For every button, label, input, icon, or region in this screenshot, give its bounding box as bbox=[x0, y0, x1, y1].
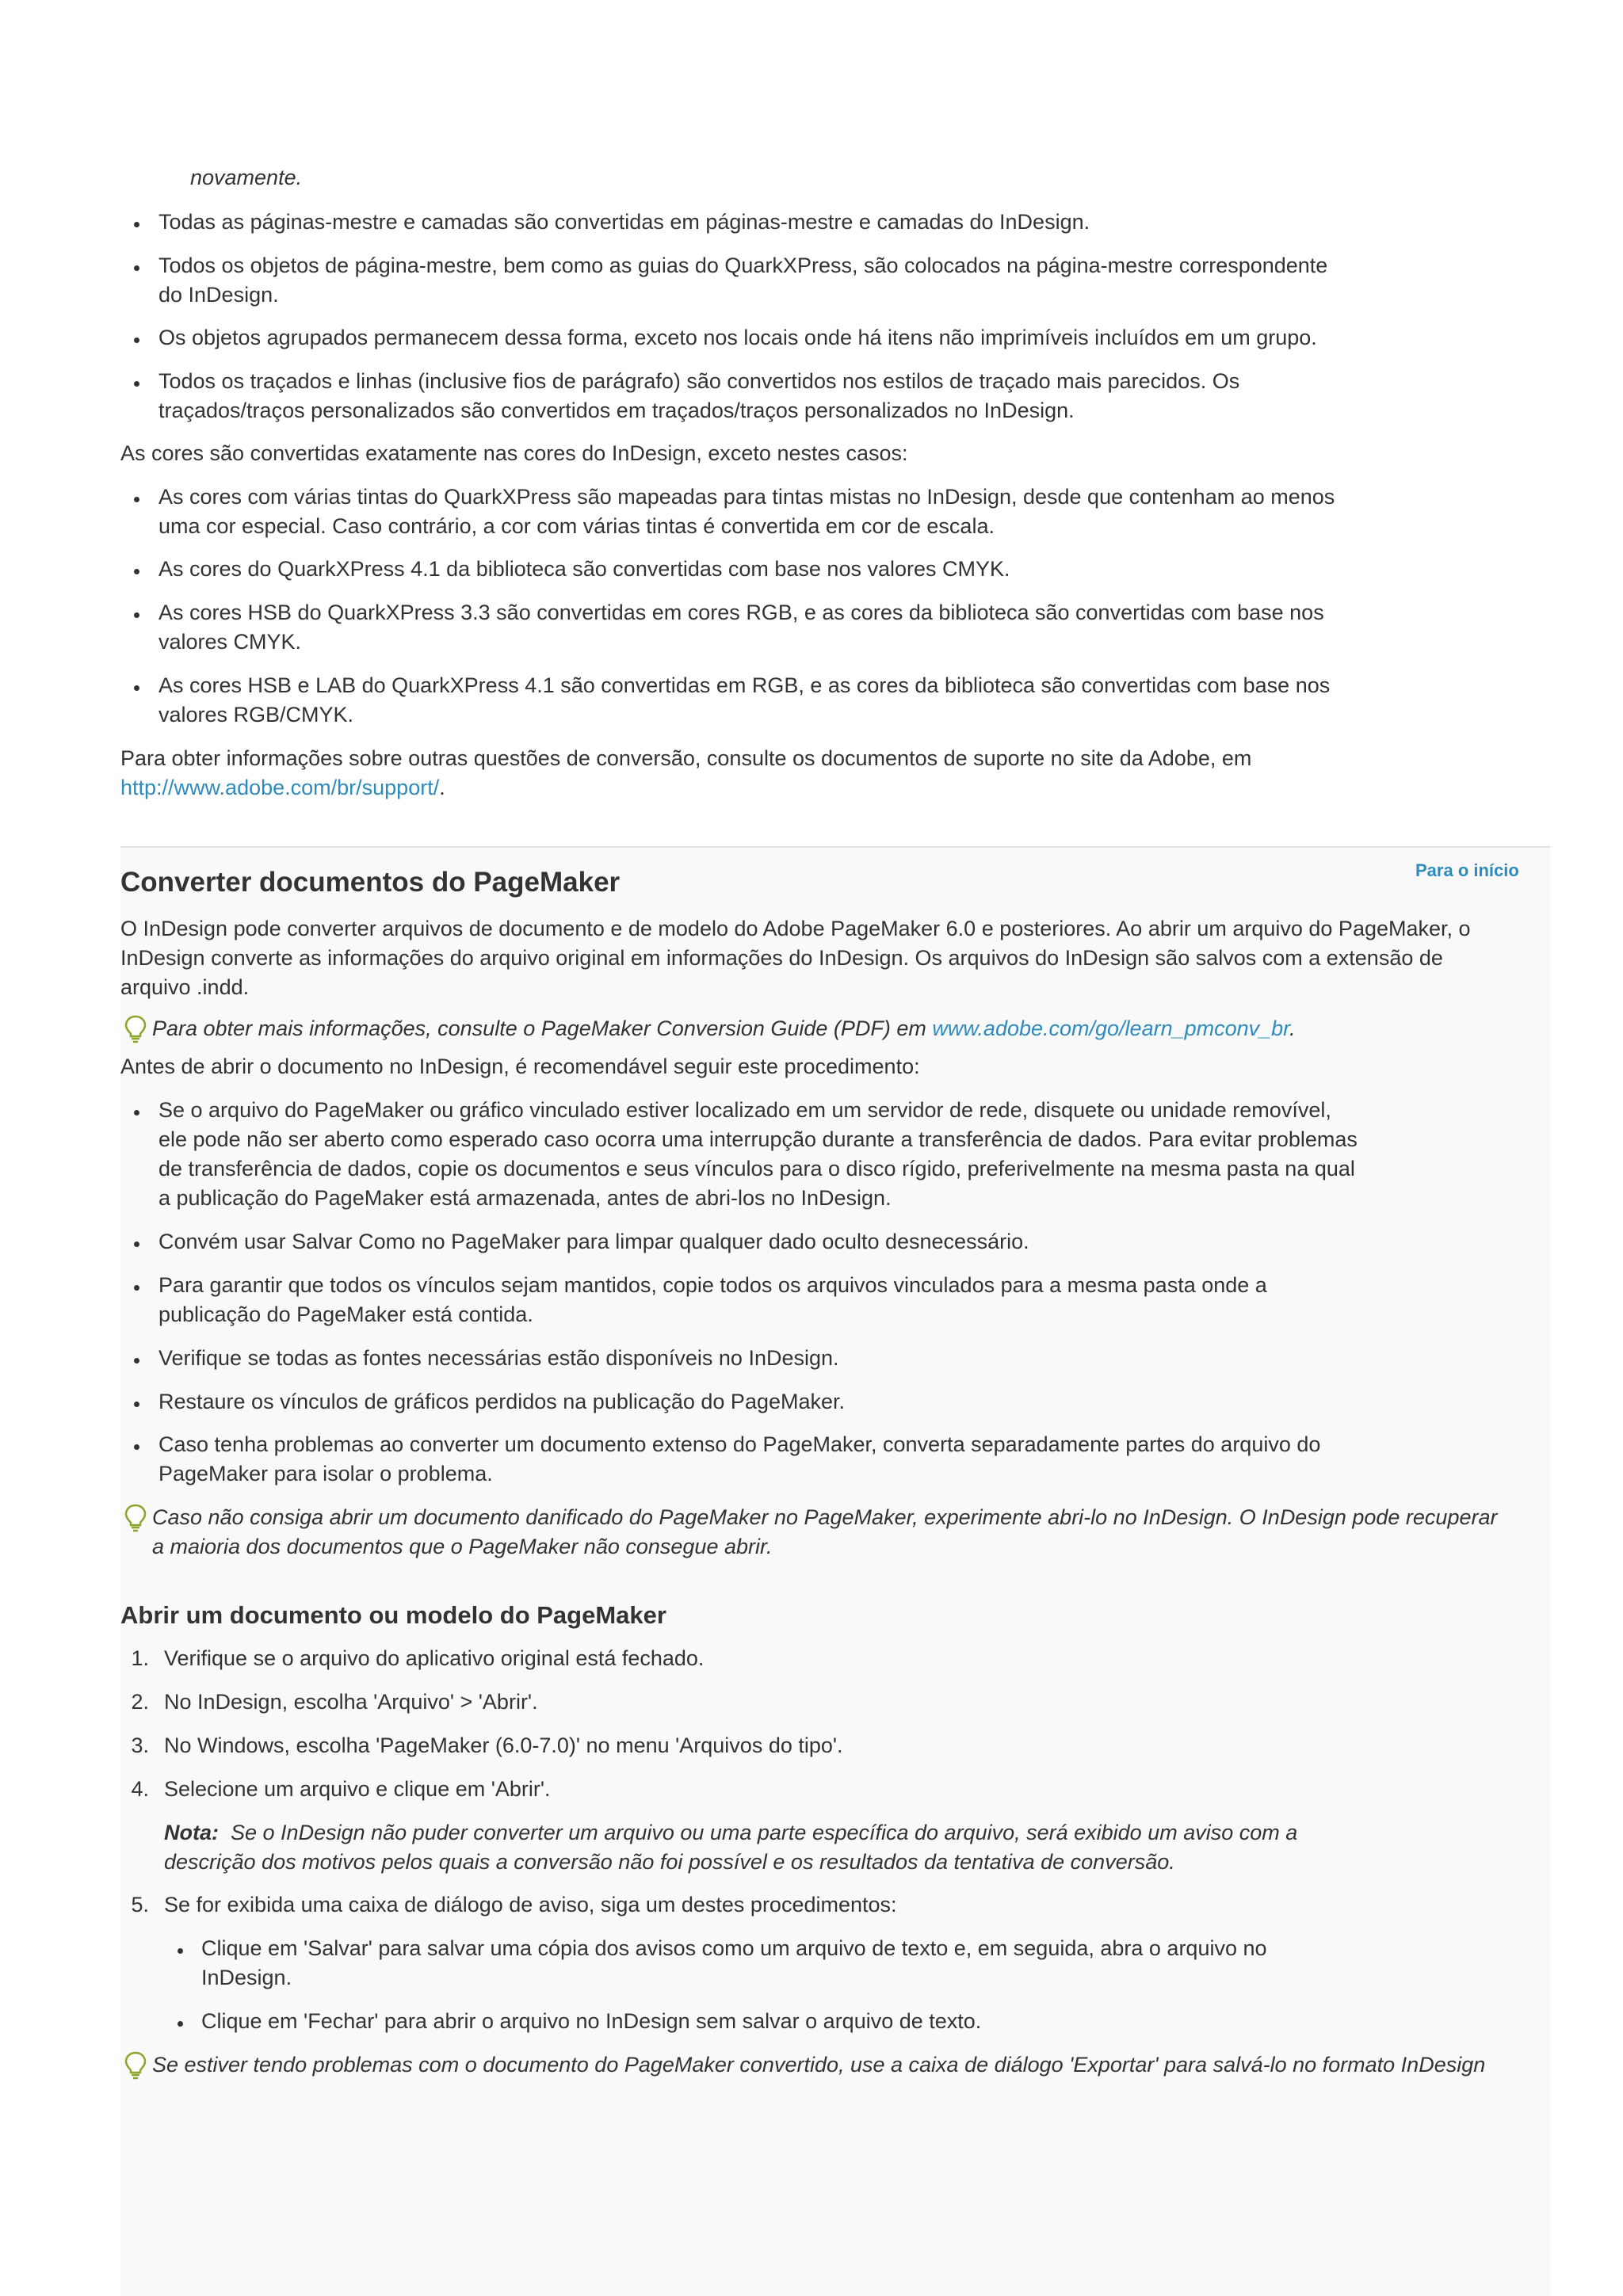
list-item-cont: publicação do PageMaker está contida. bbox=[158, 1302, 533, 1326]
list-item-cont: PageMaker para isolar o problema. bbox=[158, 1462, 493, 1486]
lightbulb-tip-icon bbox=[124, 1504, 147, 1532]
step-number: 3. bbox=[131, 1733, 149, 1757]
tip-text-end: . bbox=[1289, 1016, 1296, 1040]
bullet-dot bbox=[134, 612, 139, 618]
list-item: Todos os objetos de página-mestre, bem como as guias do QuarkXPress, são colocados na página-mestre correspondente bbox=[158, 254, 1328, 277]
list-item: As cores HSB do QuarkXPress 3.3 são convertidas em cores RGB, e as cores da biblioteca são convertidas com base nos bbox=[158, 601, 1324, 624]
bullet-dot bbox=[134, 265, 139, 271]
bullet-dot bbox=[134, 381, 139, 387]
bullet-dot bbox=[178, 2021, 183, 2027]
section-divider bbox=[120, 846, 1550, 848]
continuation-text: novamente. bbox=[190, 166, 303, 189]
list-item: As cores do QuarkXPress 4.1 da biblioteca são convertidas com base nos valores CMYK. bbox=[158, 557, 1010, 581]
bullet-dot bbox=[178, 1948, 183, 1954]
bullet-dot bbox=[134, 1110, 139, 1116]
step-number: 1. bbox=[131, 1646, 149, 1670]
list-item: As cores HSB e LAB do QuarkXPress 4.1 são convertidas em RGB, e as cores da biblioteca são convertidas com base nos bbox=[158, 673, 1331, 697]
lightbulb-tip-icon bbox=[124, 2051, 147, 2080]
step-number: 2. bbox=[131, 1690, 149, 1714]
before-open-text: Antes de abrir o documento no InDesign, é recomendável seguir este procedimento: bbox=[120, 1055, 920, 1078]
list-item-cont: ele pode não ser aberto como esperado caso ocorra uma interrupção durante a transferência de dados. Para evitar problemas bbox=[158, 1127, 1358, 1151]
bullet-dot bbox=[134, 569, 139, 574]
list-item: Para garantir que todos os vínculos sejam mantidos, copie todos os arquivos vinculados para a mesma pasta onde a bbox=[158, 1273, 1267, 1297]
back-to-top-link[interactable]: Para o início bbox=[1415, 860, 1519, 880]
list-item: As cores com várias tintas do QuarkXPress são mapeadas para tintas mistas no InDesign, desde que contenham ao menos bbox=[158, 485, 1335, 509]
step-text: Se for exibida uma caixa de diálogo de aviso, siga um destes procedimentos: bbox=[164, 1893, 897, 1917]
support-text: Para obter informações sobre outras questões de conversão, consulte os documentos de suporte no site da Adobe, em bbox=[120, 746, 1252, 770]
bullet-dot bbox=[134, 1402, 139, 1407]
list-item: Verifique se todas as fontes necessárias estão disponíveis no InDesign. bbox=[158, 1346, 839, 1370]
tip-text-cont: a maioria dos documentos que o PageMaker não consegue abrir. bbox=[152, 1535, 773, 1558]
step-number: 4. bbox=[131, 1777, 149, 1801]
note-label: Nota: bbox=[164, 1821, 219, 1844]
list-item-cont: traçados/traços personalizados são convertidos em traçados/traços personalizados no InDesign. bbox=[158, 399, 1075, 422]
list-item: Se o arquivo do PageMaker ou gráfico vinculado estiver localizado em um servidor de rede, disquete ou unidade removível, bbox=[158, 1098, 1331, 1122]
step-text: Verifique se o arquivo do aplicativo original está fechado. bbox=[164, 1646, 705, 1670]
list-item: Restaure os vínculos de gráficos perdidos na publicação do PageMaker. bbox=[158, 1390, 846, 1413]
list-item-cont: a publicação do PageMaker está armazenada, antes de abri-los no InDesign. bbox=[158, 1186, 892, 1210]
colors-intro: As cores são convertidas exatamente nas cores do InDesign, exceto nestes casos: bbox=[120, 441, 908, 465]
sub-list-item: Clique em 'Fechar' para abrir o arquivo no InDesign sem salvar o arquivo de texto. bbox=[201, 2009, 982, 2033]
tip-text: Caso não consiga abrir um documento danificado do PageMaker no PageMaker, experimente abri-lo no InDesign. O InDesign pode recuperar bbox=[152, 1505, 1498, 1529]
tip-text: Se estiver tendo problemas com o documento do PageMaker convertido, use a caixa de diálogo 'Exportar' para salvá-lo no formato InDesign bbox=[152, 2053, 1486, 2077]
bullet-dot bbox=[134, 1285, 139, 1291]
lightbulb-tip-icon bbox=[124, 1015, 147, 1043]
bullet-dot bbox=[134, 222, 139, 227]
list-item-cont: valores CMYK. bbox=[158, 630, 302, 654]
step-text: No InDesign, escolha 'Arquivo' > 'Abrir'. bbox=[164, 1690, 538, 1714]
list-item-cont: do InDesign. bbox=[158, 283, 279, 307]
intro-line: O InDesign pode converter arquivos de documento e de modelo do Adobe PageMaker 6.0 e posteriores. Ao abrir um arquivo do PageMaker, o bbox=[120, 917, 1471, 940]
intro-line: InDesign converte as informações do arquivo original em informações do InDesign. Os arquivos do InDesign são salvos com a extensão de bbox=[120, 946, 1443, 970]
step-text: No Windows, escolha 'PageMaker (6.0-7.0)' no menu 'Arquivos do tipo'. bbox=[164, 1733, 843, 1757]
step-number: 5. bbox=[131, 1893, 149, 1917]
tip-text-body: Para obter mais informações, consulte o PageMaker Conversion Guide (PDF) em bbox=[152, 1016, 933, 1040]
tip-link[interactable]: www.adobe.com/go/learn_pmconv_br bbox=[932, 1016, 1290, 1040]
tip-text bbox=[152, 1014, 1296, 1043]
step-text: Selecione um arquivo e clique em 'Abrir'. bbox=[164, 1777, 551, 1801]
note-text-cont: descrição dos motivos pelos quais a conversão não foi possível e os resultados da tentativa de conversão. bbox=[164, 1850, 1175, 1874]
bullet-dot bbox=[134, 1358, 139, 1363]
bullet-dot bbox=[134, 1444, 139, 1450]
list-item: Os objetos agrupados permanecem dessa forma, exceto nos locais onde há itens não imprimíveis incluídos em um grupo. bbox=[158, 326, 1317, 349]
bullet-dot bbox=[134, 338, 139, 343]
support-link[interactable]: http://www.adobe.com/br/support/ bbox=[120, 776, 440, 799]
bullet-dot bbox=[134, 497, 139, 502]
intro-line: arquivo .indd. bbox=[120, 975, 250, 999]
list-item-cont: uma cor especial. Caso contrário, a cor com várias tintas é convertida em cor de escala. bbox=[158, 514, 995, 538]
list-item: Todos os traçados e linhas (inclusive fios de parágrafo) são convertidos nos estilos de traçado mais parecidos. Os bbox=[158, 369, 1240, 393]
list-item: Todas as páginas-mestre e camadas são convertidas em páginas-mestre e camadas do InDesign. bbox=[158, 210, 1090, 234]
sub-list-item-cont: InDesign. bbox=[201, 1966, 292, 1989]
subsection-title: Abrir um documento ou modelo do PageMaker bbox=[120, 1601, 666, 1629]
list-item-cont: de transferência de dados, copie os documentos e seus vínculos para o disco rígido, preferivelmente na mesma pasta na qual bbox=[158, 1157, 1355, 1180]
list-item: Caso tenha problemas ao converter um documento extenso do PageMaker, converta separadamente partes do arquivo do bbox=[158, 1432, 1321, 1456]
list-item-cont: valores RGB/CMYK. bbox=[158, 703, 354, 727]
note-text: Se o InDesign não puder converter um arquivo ou uma parte específica do arquivo, será exibido um aviso com a bbox=[231, 1821, 1298, 1844]
note bbox=[164, 1818, 1297, 1848]
section-title: Converter documentos do PageMaker bbox=[120, 867, 621, 898]
support-line bbox=[120, 773, 445, 803]
support-period: . bbox=[439, 776, 445, 799]
bullet-dot bbox=[134, 685, 139, 691]
list-item: Convém usar Salvar Como no PageMaker para limpar qualquer dado oculto desnecessário. bbox=[158, 1230, 1029, 1253]
bullet-dot bbox=[134, 1241, 139, 1247]
sub-list-item: Clique em 'Salvar' para salvar uma cópia dos avisos como um arquivo de texto e, em seguida, abra o arquivo no bbox=[201, 1936, 1267, 1960]
